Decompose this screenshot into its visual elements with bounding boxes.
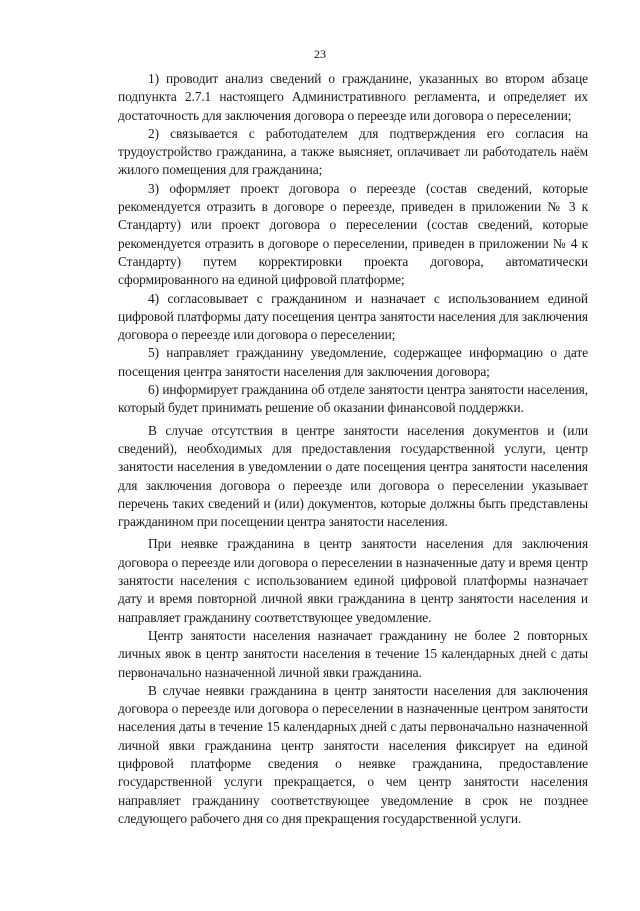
paragraph-termination: В случае неявки гражданина в центр занятости населения для заключения договора о переезде или договора о переселении в назначенные центром занятости населения даты в течение 15 календарных дней с даты первоначально назначенной личной явки гражданина центр занятости населения фиксирует на единой цифровой платформе сведения о неявке гражданина, предоставление государственной услуги прекращается, о чем центр занятости населения направляет гражданину соответствующее уведомление в срок не позднее следующего рабочего дня со дня прекращения государственной услуги.	[118, 682, 588, 826]
paragraph-item-1: 1) проводит анализ сведений о гражданине, указанных во втором абзаце подпункта 2.7.1 настоящего Административного регламента, и определяет их достаточность для заключения договора о переезде или договора о переселении;	[118, 71, 588, 123]
document-body	[118, 70, 588, 828]
paragraph-repeat-appearances: Центр занятости населения назначает гражданину не более 2 повторных личных явок в центр занятости населения в течение 15 календарных дней с даты первоначально назначенной личной явки гражданина.	[118, 627, 588, 680]
paragraph-item-4: 4) согласовывает с гражданином и назначает с использованием единой цифровой платформы дату посещения центра занятости населения для заключения договора о переезде или договора о переселении;	[118, 290, 588, 343]
paragraph-item-3: 3) оформляет проект договора о переезде (состав сведений, которые рекомендуется отразить в договоре о переезде, приведен в приложении № 3 к Стандарту) или проект договора о переселении (состав сведений, которые рекомендуется отразить в договоре о переселении, приведен в приложении № 4 к Стандарту) путем корректировки проекта договора, автоматически сформированного на единой цифровой платформе;	[118, 180, 588, 288]
page-number: 23	[314, 47, 326, 61]
paragraph-item-2: 2) связывается с работодателем для подтверждения его согласия на трудоустройство гражданина, а также выясняет, оплачивает ли работодатель наём жилого помещения для гражданина;	[118, 125, 588, 178]
paragraph-no-show: При неявке гражданина в центр занятости населения для заключения договора о переезде или договора о переселении в назначенные дату и время центр занятости населения с использованием единой цифровой платформы назначает дату и время повторной личной явки гражданина в центр занятости населения и направляет гражданину соответствующее уведомление.	[118, 536, 588, 625]
paragraph-item-6: 6) информирует гражданина об отделе занятости центра занятости населения, который будет принимать решение об оказании финансовой поддержки.	[118, 382, 588, 416]
paragraph-item-5: 5) направляет гражданину уведомление, содержащее информацию о дате посещения центра занятости населения для заключения договора;	[118, 345, 588, 379]
paragraph-missing-documents: В случае отсутствия в центре занятости населения документов и (или сведений), необходимых для предоставления государственной услуги, центр занятости населения в уведомлении о дате посещения центра занятости населения для заключения договора о переезде или договора о переселении указывает перечень таких сведений и (или) документов, которые должны быть представлены гражданином при посещении центра занятости населения.	[118, 422, 588, 530]
